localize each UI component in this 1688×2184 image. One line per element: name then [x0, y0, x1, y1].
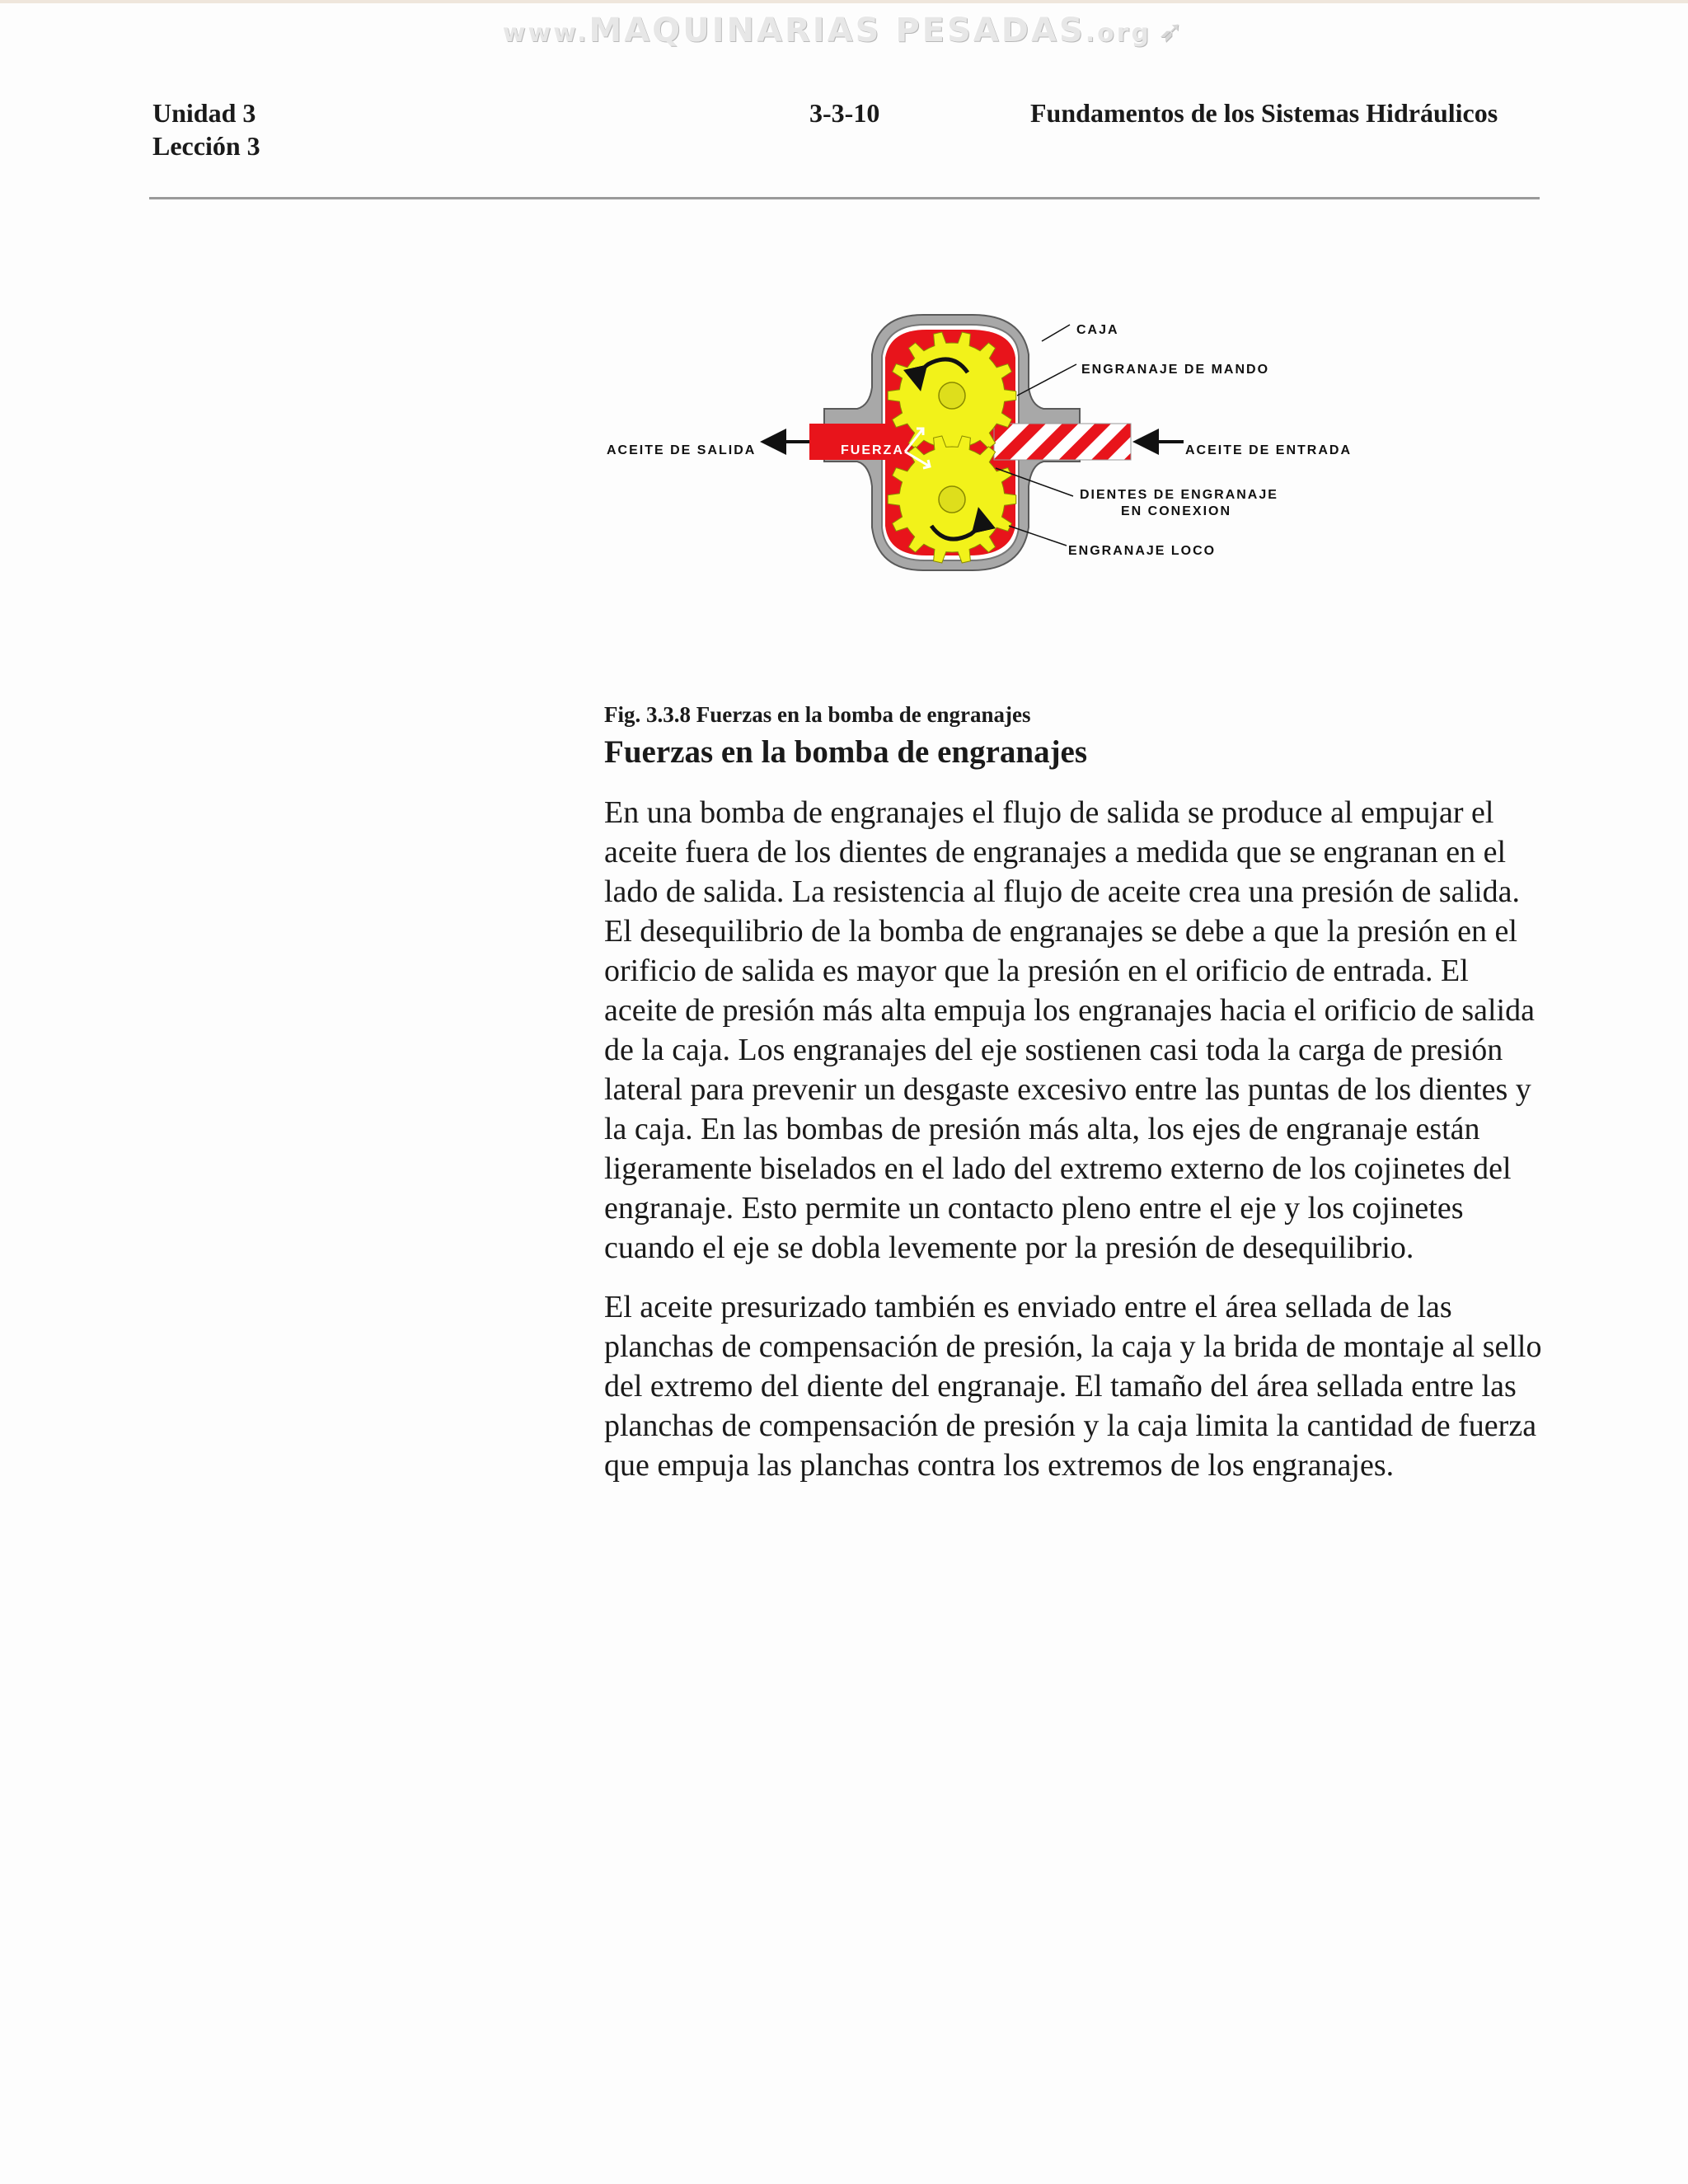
header-title: Fundamentos de los Sistemas Hidráulicos: [1030, 98, 1498, 128]
section-heading: Fuerzas en la bomba de engranajes: [604, 734, 1088, 770]
cursor-icon: ➶: [1158, 15, 1186, 49]
label-aceite-entrada: ACEITE DE ENTRADA: [1185, 443, 1353, 457]
header-lesson: Lección 3: [152, 131, 260, 161]
section-body: [604, 793, 1548, 1505]
page-number: 3-3-10: [809, 98, 880, 128]
header-unit-block: [152, 96, 260, 162]
label-caja: CAJA: [1076, 323, 1119, 337]
top-border: [0, 0, 1688, 3]
label-dientes-line2: EN CONEXION: [1121, 504, 1232, 518]
label-aceite-salida: ACEITE DE SALIDA: [607, 443, 757, 457]
figure-caption: Fig. 3.3.8 Fuerzas en la bomba de engranajes: [604, 702, 1031, 727]
header-divider: [149, 197, 1540, 199]
gear-hub: [939, 486, 965, 513]
watermark-prefix: www.: [502, 19, 589, 48]
label-engranaje-mando: ENGRANAJE DE MANDO: [1081, 363, 1270, 377]
label-engranaje-loco: ENGRANAJE LOCO: [1068, 544, 1217, 558]
watermark: [0, 12, 1688, 49]
gear-hub: [939, 382, 965, 409]
paragraph: En una bomba de engranajes el flujo de salida se produce al empujar el aceite fuera de los dientes de engranajes a medida que se engranan en el lado de salida. La resistencia al flujo de aceite crea una presión de salida. El desequilibrio de la bomba de engranajes se debe a que la presión en el orificio de salida es mayor que la presión en el orificio de entrada. El aceite de presión más alta empuja los engranajes hacia el orificio de salida de la caja. Los engranajes del eje sostienen casi toda la carga de presión lateral para prevenir un desgaste excesivo entre las puntas de los dientes y la caja. En las bombas de presión más alta, los ejes de engranaje están ligeramente biselados en el lado del extremo externo de los cojinetes del engranaje. Esto permite un contacto pleno entre el eje y los cojinetes cuando el eje se dobla levemente por la presión de desequilibrio.: [604, 795, 1535, 1265]
watermark-name: MAQUINARIAS PESADAS: [588, 12, 1085, 49]
header-unit: Unidad 3: [152, 98, 256, 128]
label-dientes-line1: DIENTES DE ENGRANAJE: [1080, 488, 1278, 502]
watermark-suffix: .org: [1085, 19, 1152, 48]
label-fuerza: FUERZA: [841, 443, 904, 457]
paragraph: El aceite presurizado también es enviado entre el área sellada de las planchas de compensación de presión, la caja y la brida de montaje al sello del extremo del diente del engranaje. El tamaño del área sellada entre las planchas de compensación de presión y la caja limita la cantidad de fuerza que empuja las planchas contra los extremos de los engranajes.: [604, 1290, 1542, 1483]
gear-pump-figure: [593, 305, 1368, 602]
